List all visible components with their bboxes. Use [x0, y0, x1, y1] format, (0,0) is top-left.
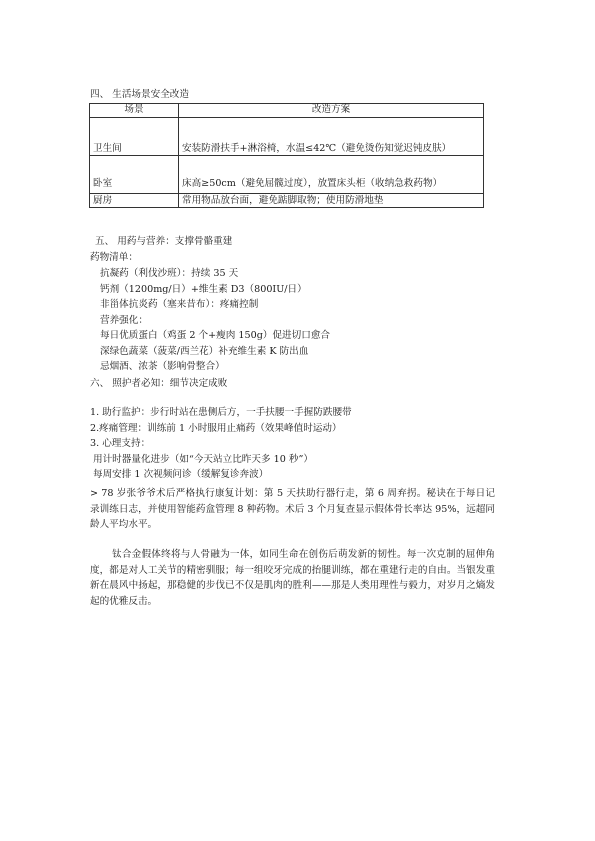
list-item: 每日优质蛋白（鸡蛋 2 个+瘦肉 150g）促进切口愈合 [100, 330, 331, 341]
list-item: 1. 助行监护：步行时站在患侧后方，一手扶腰一手握防跌腰带 [90, 407, 352, 418]
list-item: 3. 心理支持： [90, 438, 151, 449]
list-item: 忌烟酒、浓茶（影响骨整合） [100, 361, 225, 372]
table-cell-scene: 厨房 [90, 194, 179, 208]
table-row [90, 156, 484, 194]
list-item: 非甾体抗炎药（塞来昔布）：疼痛控制 [100, 299, 259, 310]
medication-list-title: 药物清单： [90, 252, 138, 263]
table-header-plan: 改造方案 [179, 104, 484, 118]
closing-paragraph: 钛合金假体终将与人骨融为一体，如同生命在创伤后萌发新的韧性。每一次克制的屈伸角度，都是对人工关节的精密驯服；每一组咬牙完成的抬腿训练，都在重建行走的自由。当银发重新在晨风中扬起，那稳健的步伐已不仅是肌肉的胜利——那是人类用理性与毅力，对岁月之熵发起的优雅反击。 [90, 549, 495, 607]
table-header-scene: 场景 [90, 104, 179, 118]
case-study-paragraph: > 78 岁张爷爷术后严格执行康复计划：第 5 天扶助行器行走，第 6 周弃拐。秘诀在于每日记录训练日志，并使用智能药盒管理 8 种药物。术后 3 个月复查显示假体骨长率达 95%，远超同龄人平均水平。 [90, 488, 495, 530]
list-item: 每周安排 1 次视频问诊（缓解复诊奔波） [93, 469, 269, 480]
list-item: 抗凝药（利伐沙班）：持续 35 天 [100, 268, 239, 279]
table-cell-plan: 安装防滑扶手+淋浴椅，水温≤42℃（避免烫伤知觉迟钝皮肤） [179, 118, 484, 156]
section-6-heading: 六、 照护者必知：细节决定成败 [90, 378, 228, 389]
table-cell-scene: 卧室 [90, 156, 179, 194]
table-row [90, 194, 484, 208]
table-row [90, 118, 484, 156]
list-item: 钙剂（1200mg/日）+维生素 D3（800IU/日） [100, 284, 307, 295]
list-item: 2.疼痛管理：训练前 1 小时服用止痛药（效果峰值时运动） [90, 423, 342, 434]
table-cell-plan: 床高≥50cm（避免屈髋过度），放置床头柜（收纳急救药物） [179, 156, 484, 194]
safety-modification-table [89, 103, 484, 208]
list-item: 营养强化： [100, 315, 148, 326]
table-header-row [90, 104, 484, 118]
section-5-heading: 五、 用药与营养：支撑骨骼重建 [95, 236, 233, 247]
table-cell-scene: 卫生间 [90, 118, 179, 156]
table-cell-plan: 常用物品放台面，避免踮脚取物；使用防滑地垫 [179, 194, 484, 208]
list-item: 用计时器量化进步（如“今天站立比昨天多 10 秒”） [93, 454, 313, 465]
list-item: 深绿色蔬菜（菠菜/西兰花）补充维生素 K 防出血 [100, 346, 309, 357]
section-4-heading: 四、 生活场景安全改造 [90, 89, 189, 100]
